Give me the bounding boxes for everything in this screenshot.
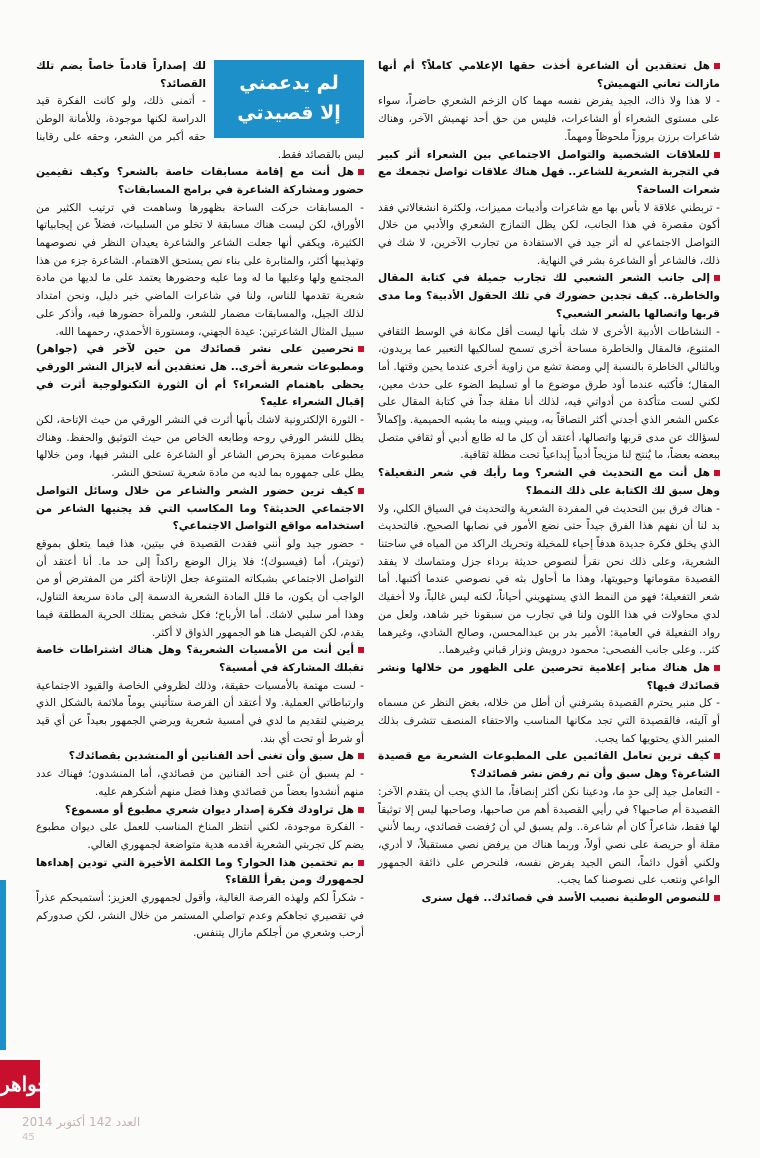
paragraph-text: كيف ترين تعامل القائمين على المطبوعات الشعرية مع قصيدة الشاعرة؟ وهل سبق وأن تم رفض نشر قصائدك؟ <box>378 750 720 781</box>
paragraph-text: هل أنت مع إقامة مسابقات خاصة بالشعر؟ وكيف تقيمين حضور ومشاركة الشاعرة في برامج المسابقات؟ <box>36 166 364 196</box>
paragraph-text: - لا هذا ولا ذاك، الجيد يفرض نفسه مهما كان الزخم الشعري حاضراً، سواء على مستوى الشعراء أو الشاعرات، فليس من حق أحد تهميش الآخر، وهناك شاعرات برزن بروزاً ملحوظاً ومهماً. <box>378 95 720 143</box>
paragraph-text: - شكراً لكم ولهذه الفرصة الغالية، وأقول لجمهوري العزيز: أستميحكم عذراً في تقصيري تجاهكم وعدم تواصلي المستمر من خلال النشر، لكن صدوركم أرحب وشعري من أجلكم مازال يتنفس. <box>36 892 364 940</box>
question-bullet-icon <box>358 753 364 759</box>
brand-logo <box>0 1060 50 1108</box>
question-bullet-icon <box>714 275 720 281</box>
question-bullet-icon <box>714 63 720 69</box>
interview-question <box>36 802 364 820</box>
question-bullet-icon <box>714 665 720 671</box>
issue-footer <box>22 1112 322 1132</box>
question-bullet-icon <box>358 346 364 352</box>
question-bullet-icon <box>358 807 364 813</box>
interview-question <box>378 890 720 908</box>
paragraph-text: - التعامل جيد إلى حدٍ ما، ودعينا نكن أكثر إنصافاً، ما الذي يجب أن يتقدم الآخر: القصيدة أم صاحبها؟ في رأيي القصيدة أهم من صاحبها، وصاحبها ليس إلا توثيقاً لها فقط، شاعراً كان أم شاعرة.. ولم يسبق لي أن رُفضت قصائدي، ربما لأنني مقلة أو حريصة على نصي أولاً، وربما هناك من يرفض نصي مستقبلاً، لا أدري، ولكني أقول دائماً، النص الجيد يفرض نفسه، فلنحرص على ذائقة الجمهور الواعي ونتعب على نصوصنا كما يجب. <box>378 785 720 887</box>
paragraph-text: هل تراودك فكرة إصدار ديوان شعري مطبوع أو مسموع؟ <box>64 803 354 816</box>
paragraph-text: - الثورة الإلكترونية لاشك بأنها أثرت في النشر الورقي من حيث الإتاحة، لكن يظل للنشر الورقي روحه وطابعه الخاص من حيث التوثيق والحفظ. وهناك مطبوعات مميزة يحرص الشاعر أو الشاعرة على النشر فيها، ومن خلالها يطل على جمهوره بما لديه من مادة شعرية تستحق النشر. <box>36 414 364 480</box>
paragraph-text: هل سبق وأن تغنى أحد الفنانين أو المنشدين بقصائدك؟ <box>68 750 354 763</box>
paragraph-text: إلى جانب الشعر الشعبي لك تجارب جميلة في كتابة المقال والخاطرة.. كيف تجدين حضورك في تلك الحقول الأدبية؟ وما مدى قربها واتصالها بالشعر الشعبي؟ <box>378 272 720 320</box>
interview-answer <box>378 93 720 146</box>
pull-quote <box>214 60 364 138</box>
interview-question <box>378 748 720 783</box>
interview-answer <box>36 766 364 801</box>
interview-question <box>36 642 364 677</box>
interview-question <box>36 164 364 199</box>
interview-answer <box>36 536 364 642</box>
paragraph-text: تحرصين على نشر قصائدك من حين لآخر في (جواهر) ومطبوعات شعرية أخرى.. هل تعتقدين أنه لايزال النشر الورقي يحظى باهتمام الشعراء؟ أم أن الثورة التكنولوجية أثرت في إقبال الشعراء عليه؟ <box>36 343 364 409</box>
paragraph-text: - النشاطات الأدبية الأخرى لا شك بأنها ليست أقل مكانة في الوسط الثقافي المتنوع، فالمقال والخاطرة مساحة أخرى تسمح لسالكيها التعبير عما يريدون، وبالتالي الخاطرة بالنسبة إلي ومضة تشع من زاوية أخرى عندما يحين وقتها. أما المقال؛ فأكتبه عندما أود طرق موضوع ما أو تسليط الضوء على حدث معين، لكني لست متأكدة من أدواتي فيه، لذلك أنا مقلة جداً في كتابة المقال على عكس الشعر الذي أجدني أكثر التصاقاً به، وبيني وبينه ما يشبه الحميمية. وإكمالاً لسؤالك عن مدى قربها واتصالها، أعتقد أن كل ما له طابع أدبي أو ثقافي متصل ببعضه بعضاً، ما يُنتج لنا مزيجاً أدبياً إبداعياً تحت مظلة ثقافية. <box>378 325 720 462</box>
pull-quote-line-2: إلا قصيدتي <box>237 102 341 124</box>
paragraph-text: بم تختمين هذا الحوار؟ وما الكلمة الأخيرة التي تودين إهداءها لجمهورك ومن يقرأ اللقاء؟ <box>36 856 364 887</box>
interview-question <box>378 660 720 695</box>
interview-answer <box>36 678 364 749</box>
interview-answer <box>378 784 720 890</box>
page-number: 45 <box>22 1132 35 1143</box>
interview-question <box>36 748 364 766</box>
paragraph-text: - لست مهتمة بالأمسيات حقيقة، وذلك لظروفي الخاصة والقيود الاجتماعية وارتباطاتي العملية. ولا أعتقد أن الفرصة ستأتيني يوماً ملائمة بالشكل الذي يرضيني لتقديم ما لدي في أمسية شعرية ويرضي الجمهور بعيداً عن أي قيد أو شرط أو تحت أي بند. <box>36 679 364 745</box>
interview-answer <box>378 695 720 748</box>
interview-answer <box>378 200 720 271</box>
interview-question <box>378 147 720 200</box>
paragraph-text: للعلاقات الشخصية والتواصل الاجتماعي بين الشعراء أثر كبير في التجربة الشعرية للشاعر.. فهل هناك علاقات تواصل تجمعك مع شعرات الساحة؟ <box>378 148 720 196</box>
interview-question <box>36 341 364 412</box>
interview-answer <box>36 819 364 854</box>
question-bullet-icon <box>714 895 720 901</box>
question-bullet-icon <box>714 753 720 759</box>
paragraph-text: - الفكرة موجودة، لكني أنتظر المناخ المناسب للعمل على ديوان مطبوع يضم كل تجربتي الشعرية أقدمه هدية متواضعة لجمهوري الغالي. <box>36 821 364 851</box>
question-bullet-icon <box>358 169 364 175</box>
question-bullet-icon <box>358 488 364 494</box>
interview-answer <box>36 412 364 483</box>
interview-answer <box>36 200 364 342</box>
interview-answer <box>378 501 720 660</box>
interview-question <box>36 483 364 536</box>
paragraph-text: هل أنت مع التحديث في الشعر؟ وما رأيك في شعر التفعيلة؟ وهل سبق لك الكتابة على ذلك النمط؟ <box>378 467 720 497</box>
interview-question <box>378 58 720 93</box>
question-bullet-icon <box>358 647 364 653</box>
paragraph-text: كيف ترين حضور الشعر والشاعر من خلال وسائل التواصل الاجتماعي الحديثة؟ وما المكاسب التي قد يجنيها الشاعر من استخدامه مواقع التواصل الاجتماعي؟ <box>36 484 364 533</box>
paragraph-text: - أتمنى ذلك، ولو كانت الفكرة قيد الدراسة لكنها موجودة، وللأمانة الوطن حقه أكبر من الشعر، وحقه على رقابنا ليس بالقصائد فقط. <box>36 95 364 161</box>
paragraph-text: لك إصداراً قادماً خاصاً يضم تلك القصائد؟ <box>36 60 206 90</box>
question-bullet-icon <box>714 152 720 158</box>
article-column-left-body <box>36 58 364 943</box>
paragraph-text: - لم يسبق أن غنى أحد الفنانين من قصائدي، أما المنشدون؛ فهناك عدد منهم أنشدوا بعضاً من قصائدي وهذا فضل منهم أشكرهم عليه. <box>36 768 364 798</box>
interview-answer <box>378 324 720 466</box>
paragraph-text: هل تعتقدين أن الشاعرة أخذت حقها الإعلامي كاملاً؟ أم أنها مازالت تعاني التهميش؟ <box>378 60 720 90</box>
paragraph-text: - كل منبر يحترم القصيدة يشرفني أن أطل من خلاله، بغض النظر عن مسماه أو آليته، فالقصيدة التي تجد مكانها المناسب والاحتفاء المنصف تتشرف بذلك المنبر الذي يحتويها كما يجب. <box>378 697 720 745</box>
article-column-right <box>378 58 720 1088</box>
brand-logo-text: جواهر <box>0 1072 50 1096</box>
paragraph-text: - هناك فرق بين التحديث في المفردة الشعرية والتحديث في السياق الكلي، ولا بد لنا أن نفهم هذا الفرق جيداً حتى نضع الأمور في نصابها الصحيح. فالتحديث الذي يخلق فكرة جديدة هدفاً إحياء للمخيلة وتحريك الراكد من المياه في ساحتنا الشعرية، وعلى ذلك نحن نقرأ لنصوص حديثة برداء جزل ومتماسك لا يفقد القصيدة مقوماتها وحيويتها، وهذا ما أحاول بثه في نصوصي عندما أكتبها. أما شعر التفعيلة؛ فهو من النمط الذي يستهويني أحياناً، لكنه ليس غالباً، ولا أخفيك لدي محاولات في هذا اللون ولنا في تجارب من سبقونا خير شاهد، ولعل من رواد التفعيلة في العامية: الأمير بدر بن عبدالمحسن، وصالح الشادي، وغيرهما كثر.. وعلى جانب الفصحى: محمود درويش ونزار قباني وغيرهما.. <box>378 502 720 657</box>
interview-question <box>36 855 364 890</box>
interview-question <box>378 270 720 323</box>
paragraph-text: هل هناك منابر إعلامية تحرصين على الظهور من خلالها ونشر قصائدك فيها؟ <box>378 661 720 692</box>
article-column-left <box>36 58 364 1098</box>
paragraph-text: - حضور جيد ولو أنني فقدت القصيدة في بيتين، هذا فيما يتعلق بموقع (تويتر)، أما (فيسبوك)؛ فلا يزال الوضع راكداً إلى حد ما. أنا أعتقد أن التواصل الاجتماعي بشبكاته المتنوعة جعل الإتاحة أكثر من المفترض أو من الواجب أن يكون، ما قلل المادة الشعرية الدسمة إلى مادة سريعة التناول، وهذا أمر سلبي لاشك. أما الأرباح؛ فكل شخص يمتلك الحرية المطلقة فيما يقدم، لكن الفيصل هنا هو الجمهور الذواق لا أكثر. <box>36 537 364 639</box>
decorative-side-bar <box>0 880 6 1050</box>
paragraph-text: - تربطني علاقة لا بأس بها مع شاعرات وأديبات مميزات، ولكثرة انشغالاتي فقد أكون مقصرة في هذا الجانب، لكن يظل التمازج الشعري والأدبي من خلال التواصل الاجتماعي له أثر جيد في الاستفادة من تجارب الآخرين، لا شك في ذلك، فالشاعر أو الشاعرة بشر في النهاية. <box>378 201 720 267</box>
question-bullet-icon <box>714 470 720 476</box>
interview-answer <box>36 890 364 943</box>
question-bullet-icon <box>358 860 364 866</box>
paragraph-text: للنصوص الوطنية نصيب الأسد في قصائدك.. فهل سنرى <box>421 892 710 905</box>
interview-question <box>378 465 720 500</box>
paragraph-text: أين أنت من الأمسيات الشعرية؟ وهل هناك اشتراطات خاصة تقبلك المشاركة في أمسية؟ <box>36 644 364 674</box>
issue-footer-text: العدد 142 أكتوبر 2014 <box>22 1115 141 1129</box>
paragraph-text: - المسابقات حركت الساحة بظهورها وساهمت في ترتيب الكثير من الأوراق، لكن ليست هناك مسابقة لا تخلو من السلبيات، فضلاً عن إيجابياتها الكثيرة، ويكفي أنها جعلت الشاعر والشاعرة يعيدان النظر في نصوصهما وتهذيبها أكثر، والمثابرة على بناء نص يستحق الاهتمام. الشاعرة جزء من هذا المجتمع ولها وعليها ما له وما عليه وحضورها يعتمد على ما لديها من مادة شعرية تقدمها للناس، ولنا في شاعرات الماضي خير دليل، ونحن امتداد لذلك الجيل، والمسابقات مضمار للشعر، وللمرأة حضورها فيه، وأذكر على سبيل المثال الشاعرتين: عيدة الجهني، ومستورة الأحمدي، رحمهما الله. <box>36 201 364 338</box>
pull-quote-line-1: لم يدعمني <box>239 72 339 94</box>
